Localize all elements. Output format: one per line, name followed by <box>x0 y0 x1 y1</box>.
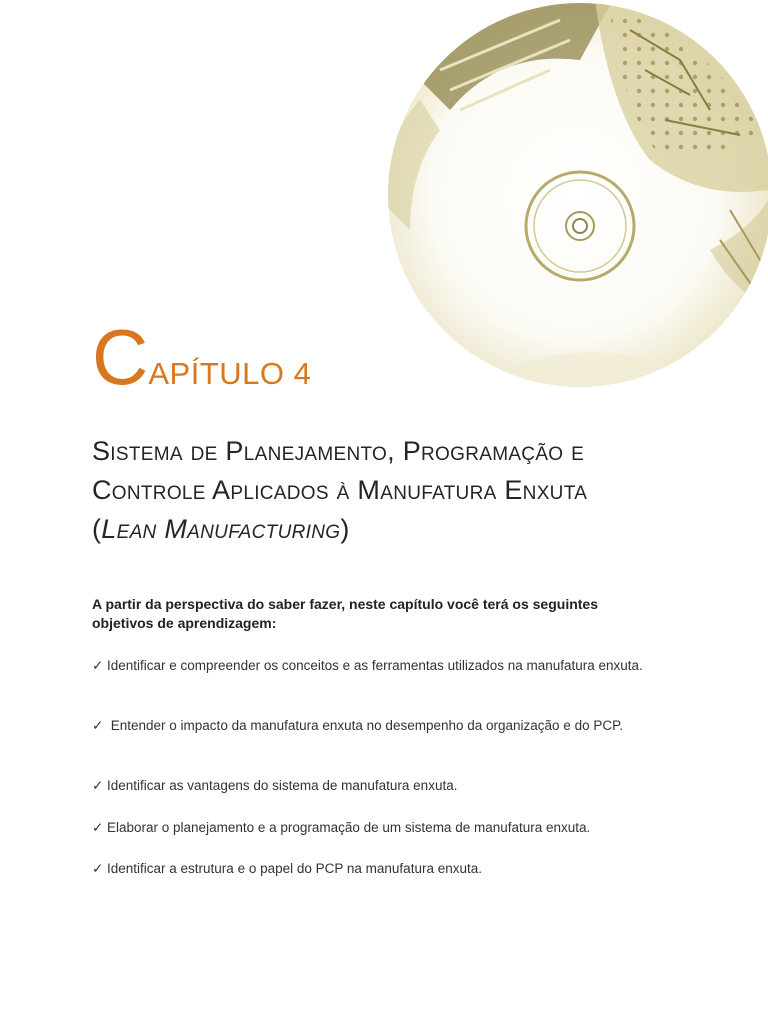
cd-circuit-decoration <box>380 0 768 390</box>
title-line-1: Sistema de Planejamento, Programação e <box>92 436 585 466</box>
title-line-3: (Lean Manufacturing) <box>92 514 350 544</box>
title-line-2: Controle Aplicados à Manufatura Enxuta <box>92 475 588 505</box>
objective-item <box>92 716 652 736</box>
objective-item <box>92 859 652 879</box>
objective-text: Entender o impacto da manufatura enxuta no desempenho da organização e do PCP. <box>107 718 624 733</box>
check-icon: ✓ <box>92 718 104 733</box>
check-icon: ✓ <box>92 658 104 673</box>
title-italic-term: Lean Manufacturing <box>101 514 341 544</box>
objective-text: Identificar e compreender os conceitos e as ferramentas utilizados na manufatura enxuta. <box>107 658 643 673</box>
chapter-initial: C <box>92 313 149 401</box>
objective-text: Identificar a estrutura e o papel do PCP na manufatura enxuta. <box>107 861 482 876</box>
objective-text: Identificar as vantagens do sistema de manufatura enxuta. <box>107 778 458 793</box>
objective-text: Elaborar o planejamento e a programação de um sistema de manufatura enxuta. <box>107 820 591 835</box>
check-icon: ✓ <box>92 861 104 876</box>
learning-objectives-intro: A partir da perspectiva do saber fazer, neste capítulo você terá os seguintes objetivos de aprendizagem: <box>92 596 598 631</box>
chapter-title <box>92 432 692 549</box>
objective-item <box>92 776 652 796</box>
check-icon: ✓ <box>92 820 104 835</box>
chapter-label: APÍTULO 4 <box>148 356 312 391</box>
chapter-heading <box>92 313 312 401</box>
check-icon: ✓ <box>92 778 104 793</box>
objective-item <box>92 656 652 676</box>
objective-item <box>92 818 652 838</box>
